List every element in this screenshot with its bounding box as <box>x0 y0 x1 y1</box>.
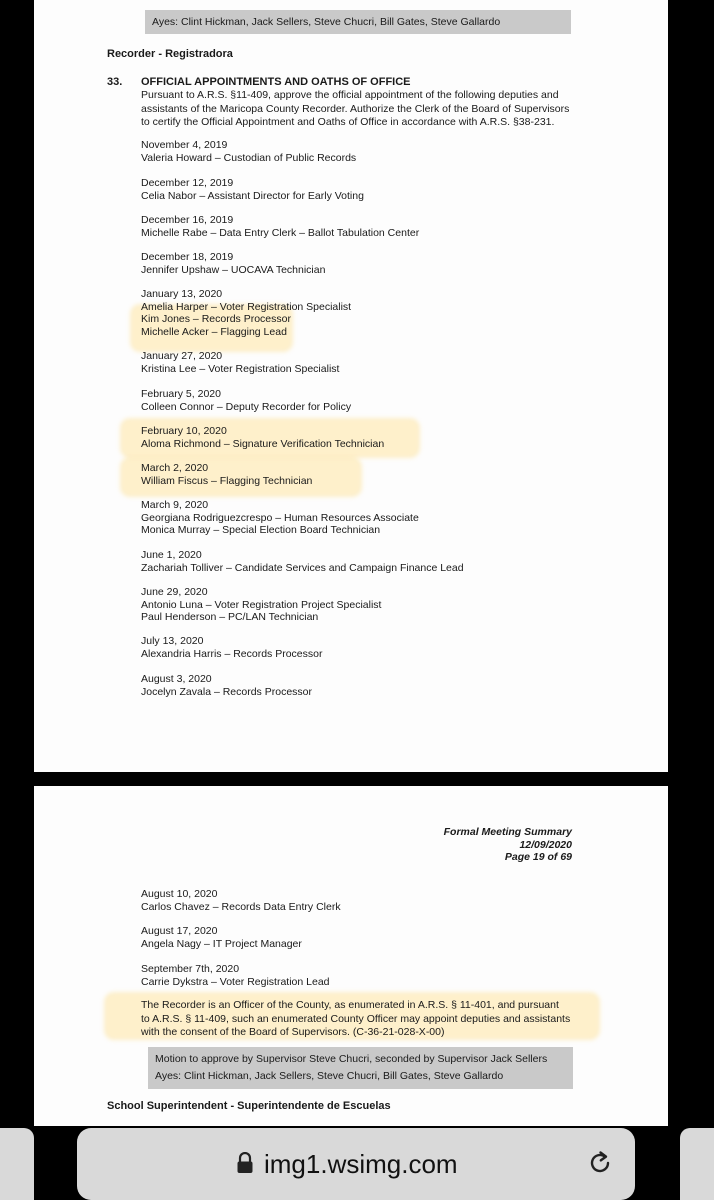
appointment-person: Celia Nabor – Assistant Director for Early Voting <box>141 189 364 202</box>
appointment-entry <box>141 139 356 164</box>
appointment-date: August 3, 2020 <box>141 673 212 685</box>
appointment-person: Carlos Chavez – Records Data Entry Clerk <box>141 900 341 913</box>
previous-tab-card[interactable] <box>0 1128 34 1200</box>
meeting-title: Formal Meeting Summary <box>443 826 572 838</box>
appointment-person: Angela Nagy – IT Project Manager <box>141 937 302 950</box>
appointment-date: August 10, 2020 <box>141 888 218 900</box>
vote-text: Ayes: Clint Hickman, Jack Sellers, Steve Chucri, Bill Gates, Steve Gallardo <box>155 1070 504 1082</box>
appointment-date: January 27, 2020 <box>141 350 223 362</box>
appointment-entry <box>141 425 384 450</box>
appointment-person: Michelle Rabe – Data Entry Clerk – Ballot Tabulation Center <box>141 226 420 239</box>
appointment-entry <box>141 963 330 988</box>
url-text[interactable]: img1.wsimg.com <box>264 1149 458 1179</box>
appointment-entry <box>141 549 464 574</box>
appointment-person: Kim Jones – Records Processor <box>141 313 291 325</box>
item-description <box>141 89 569 130</box>
appointment-date: September 7th, 2020 <box>141 963 240 975</box>
motion-text: Motion to approve by Supervisor Steve Chucri, seconded by Supervisor Jack Sellers <box>155 1053 548 1065</box>
appointment-date: June 29, 2020 <box>141 586 208 598</box>
appointment-date: January 13, 2020 <box>141 288 223 300</box>
reload-icon[interactable] <box>585 1148 615 1178</box>
motion-box <box>148 1047 573 1089</box>
appointment-person: Alexandria Harris – Records Processor <box>141 647 323 660</box>
appointment-entry <box>141 462 312 487</box>
vote-box-top <box>145 10 571 34</box>
appointment-person: Jennifer Upshaw – UOCAVA Technician <box>141 263 326 276</box>
appointment-entry <box>141 888 341 913</box>
appointment-person: Colleen Connor – Deputy Recorder for Policy <box>141 400 352 413</box>
appointment-date: December 18, 2019 <box>141 251 234 263</box>
appointment-date: August 17, 2020 <box>141 925 218 937</box>
lock-icon <box>236 1152 254 1174</box>
vote-text: Ayes: Clint Hickman, Jack Sellers, Steve Chucri, Bill Gates, Steve Gallardo <box>152 16 501 28</box>
appointment-entry <box>141 388 351 413</box>
appointment-date: November 4, 2019 <box>141 139 228 151</box>
appointment-date: February 10, 2020 <box>141 425 227 437</box>
appointment-person: Valeria Howard – Custodian of Public Records <box>141 151 357 164</box>
appointment-entry <box>141 925 302 950</box>
appointment-date: December 12, 2019 <box>141 177 234 189</box>
appointment-date: March 2, 2020 <box>141 462 209 474</box>
appointment-date: June 1, 2020 <box>141 549 202 561</box>
appointment-entry <box>141 288 351 338</box>
item-description-line: to certify the Official Appointment and Oaths of Office in accordance with A.R.S. §38-231. <box>141 116 555 128</box>
recorder-note <box>141 999 570 1040</box>
appointment-person: Georgiana Rodriguezcrespo – Human Resources Associate <box>141 511 419 524</box>
appointment-person: Amelia Harper – Voter Registration Specialist <box>141 300 352 313</box>
appointment-date: March 9, 2020 <box>141 499 209 511</box>
appointment-person: Carrie Dykstra – Voter Registration Lead <box>141 975 330 988</box>
meeting-date: 12/09/2020 <box>519 838 572 851</box>
appointment-person: Paul Henderson – PC/LAN Technician <box>141 611 319 623</box>
section-heading-recorder: Recorder - Registradora <box>107 48 233 60</box>
item-number: 33. <box>107 76 123 88</box>
appointment-entry <box>141 214 419 239</box>
document-page-1 <box>34 0 668 772</box>
appointment-entry <box>141 251 325 276</box>
appointment-person: Jocelyn Zavala – Records Processor <box>141 685 312 698</box>
item-title: OFFICIAL APPOINTMENTS AND OATHS OF OFFICE <box>141 76 411 88</box>
appointment-entry <box>141 586 381 624</box>
appointment-person: Kristina Lee – Voter Registration Specialist <box>141 362 340 375</box>
appointment-date: December 16, 2019 <box>141 214 234 226</box>
appointment-person: Monica Murray – Special Election Board Technician <box>141 524 381 536</box>
appointment-person: Antonio Luna – Voter Registration Project Specialist <box>141 598 382 611</box>
item-description-line: assistants of the Maricopa County Recorder. Authorize the Clerk of the Board of Supervisors <box>141 102 570 115</box>
appointment-entry <box>141 350 339 375</box>
appointment-entry <box>141 177 364 202</box>
appointment-person: Michelle Acker – Flagging Lead <box>141 325 287 338</box>
appointment-entry <box>141 673 312 698</box>
item-description-line: Pursuant to A.R.S. §11-409, approve the official appointment of the following deputies and <box>141 89 559 101</box>
appointment-person: Zachariah Tolliver – Candidate Services and Campaign Finance Lead <box>141 561 464 574</box>
appointment-date: July 13, 2020 <box>141 635 204 647</box>
appointment-date: February 5, 2020 <box>141 388 221 400</box>
next-tab-card[interactable] <box>680 1128 714 1200</box>
section-heading-school-superintendent: School Superintendent - Superintendente de Escuelas <box>107 1100 391 1112</box>
appointment-person: Aloma Richmond – Signature Verification Technician <box>141 437 385 450</box>
document-page-2 <box>34 786 668 1126</box>
recorder-note-line: with the consent of the Board of Supervisors. (C-36-21-028-X-00) <box>141 1026 445 1038</box>
appointment-person: William Fiscus – Flagging Technician <box>141 474 313 487</box>
appointment-entry <box>141 635 322 660</box>
page-header <box>444 826 572 864</box>
appointment-entry <box>141 499 419 537</box>
recorder-note-line: The Recorder is an Officer of the County, as enumerated in A.R.S. § 11-401, and pursuant <box>141 999 559 1011</box>
page-number: Page 19 of 69 <box>504 851 572 863</box>
recorder-note-line: to A.R.S. § 11-409, such an enumerated County Officer may appoint deputies and assistants <box>141 1012 571 1025</box>
